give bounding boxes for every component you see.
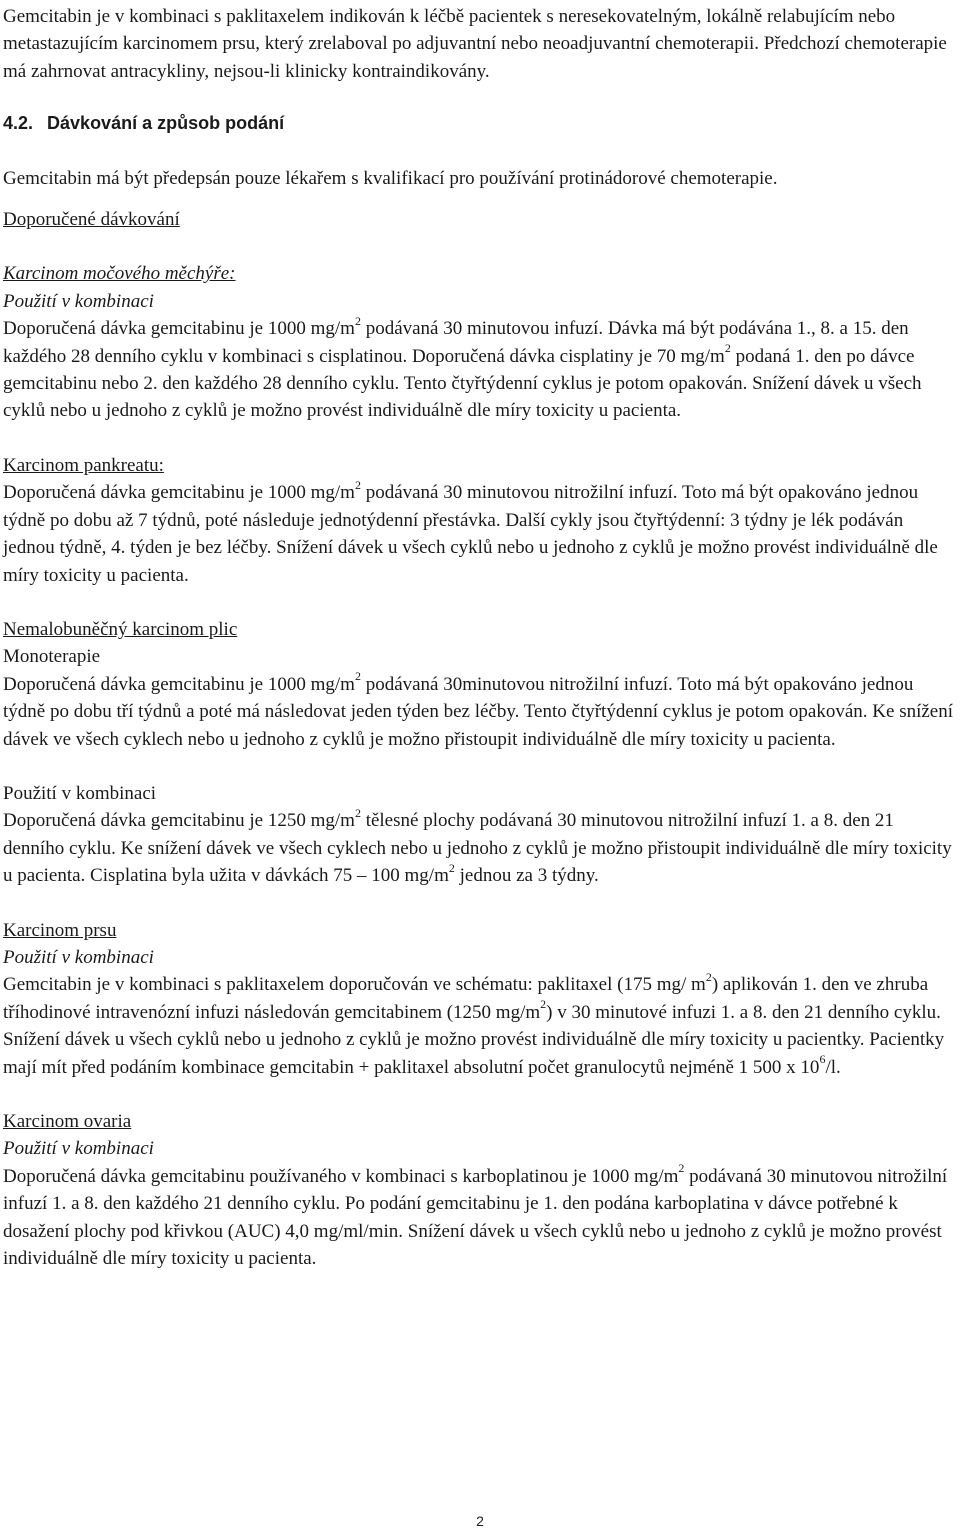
ovary-text-1: Doporučená dávka gemcitabinu používaného v kombinaci s karboplatinou je 1000 mg/m [3, 1165, 679, 1187]
breast-text-4: /l. [825, 1056, 841, 1078]
bladder-sub: Použití v kombinaci [3, 290, 154, 312]
nsclc-mono-heading: Monoterapie [3, 646, 101, 668]
bladder-text-2: podávaná 30 minutovou infuzí. Dávka má být podávána 1., 8. a 15. den každého 28 denního cyklu v kombinaci s cisplatinou. Doporučená dávka cisplatiny je 70 mg/m [3, 318, 909, 367]
bladder-sup-2: 2 [724, 341, 731, 356]
bladder-paragraph [3, 315, 955, 425]
breast-sub: Použití v kombinaci [3, 946, 154, 968]
document-content [3, 3, 955, 1272]
ovary-title: Karcinom ovaria [3, 1111, 132, 1132]
nsclc-combo-text-1: Doporučená dávka gemcitabinu je 1250 mg/m [3, 810, 355, 832]
nsclc-combo-sup-2: 2 [448, 860, 455, 875]
section-title: Dávkování a způsob podání [47, 113, 285, 134]
page-number: 2 [476, 1513, 484, 1529]
pancreas-text-1: Doporučená dávka gemcitabinu je 1000 mg/m [3, 482, 355, 504]
ovary-sup-1: 2 [678, 1161, 685, 1176]
breast-subheading [3, 944, 955, 971]
bladder-title: Karcinom močového měchýře: [3, 263, 236, 285]
section-number: 4.2. [3, 113, 34, 134]
breast-text-1: Gemcitabin je v kombinaci s paklitaxelem doporučován ve schématu: paklitaxel (175 mg/ m [3, 974, 706, 996]
bladder-subheading [3, 288, 955, 315]
breast-sup-3: 6 [819, 1052, 826, 1067]
breast-sup-2: 2 [540, 997, 547, 1012]
pancreas-heading [3, 452, 955, 479]
bladder-text-3: podaná 1. den po dávce gemcitabinu nebo 2. den každého 28 denního cyklu. Tento čtyřtýdenní cyklus je potom opakován. Snížení dávek u všech cyklů nebo u jednoho z cyklů je možno provést individuálně dle míry toxicity u pacienta. [3, 345, 922, 422]
breast-title: Karcinom prsu [3, 919, 117, 941]
breast-sup-1: 2 [705, 970, 712, 985]
bladder-sup-1: 2 [354, 313, 361, 328]
nsclc-mono-sup-1: 2 [354, 669, 361, 684]
breast-heading [3, 917, 955, 944]
section-heading [3, 110, 955, 137]
nsclc-mono-text-2: podávaná 30minutovou nitrožilní infuzí. Toto má být opakováno jednou týdně po dobu tří týdnů a poté má následovat jeden týden bez léčby. Tento čtyřtýdenní cyklus je potom opakován. Ke snížení dávek ve všech cyklech nebo u jednoho z cyklů je možno přistoupit individuálně dle míry toxicity u pacienta. [3, 673, 954, 750]
bladder-text-1: Doporučená dávka gemcitabinu je 1000 mg/m [3, 318, 355, 340]
nsclc-heading [3, 616, 955, 643]
breast-text-2: ) aplikován 1. den ve zhruba tříhodinové intravenózní infuzi následován gemcitabinem (1250 mg/m [3, 974, 929, 1023]
ovary-subheading [3, 1135, 955, 1162]
nsclc-mono-text-1: Doporučená dávka gemcitabinu je 1000 mg/m [3, 673, 355, 695]
nsclc-combo-text-3: jednou za 3 týdny. [454, 865, 599, 887]
recommended-dosage-heading [3, 206, 955, 233]
ovary-paragraph [3, 1163, 955, 1273]
nsclc-combo-paragraph [3, 807, 955, 889]
nsclc-title: Nemalobuněčný karcinom plic [3, 618, 238, 640]
pancreas-title: Karcinom pankreatu: [3, 454, 164, 476]
pancreas-text-2: podávaná 30 minutovou nitrožilní infuzí. Toto má být opakováno jednou týdně po dobu až 7 týdnů, poté následuje jednotýdenní přestávka. Další cykly jsou čtyřtýdenní: 3 týdny je lék podáván jednou týdně, 4. týden je bez léčby. Snížení dávek u všech cyklů nebo u jednoho z cyklů je možno provést individuálně dle míry toxicity u pacienta. [3, 482, 938, 586]
pancreas-sup-1: 2 [354, 477, 361, 492]
pancreas-paragraph [3, 479, 955, 589]
breast-paragraph [3, 971, 955, 1081]
ovary-sub: Použití v kombinaci [3, 1138, 154, 1160]
recommended-dosage-title: Doporučené dávkování [3, 209, 180, 231]
intro-paragraph: Gemcitabin je v kombinaci s paklitaxelem indikován k léčbě pacientek s neresekovatelným, lokálně relabujícím nebo metastazujícím karcinomem prsu, který zrelaboval po adjuvantní nebo neoadjuvantní chemoterapii. Předchozí chemoterapie má zahrnovat antracykliny, nejsou-li klinicky kontraindikovány. [3, 6, 947, 82]
breast-text-3: ) v 30 minutové infuzi 1. a 8. den 21 denního cyklu. Snížení dávek u všech cyklů nebo u jednoho z cyklů je možno provést individuálně dle míry toxicity u pacientky. Pacientky mají mít před podáním kombinace gemcitabin + paklitaxel absolutní počet granulocytů nejméně 1 500 x 10 [3, 1001, 945, 1078]
nsclc-combo-heading: Použití v kombinaci [3, 782, 157, 804]
nsclc-mono-paragraph [3, 671, 955, 753]
ovary-heading [3, 1108, 955, 1135]
bladder-heading [3, 260, 955, 287]
nsclc-combo-sup-1: 2 [354, 806, 361, 821]
nsclc-combo-text-2: tělesné plochy podávaná 30 minutovou nitrožilní infuzí 1. a 8. den 21 denního cyklu. Ke snížení dávek ve všech cyklech nebo u jednoho z cyklů je možno přistoupit individuálně dle míry toxicity u pacienta. Cisplatina byla užita v dávkách 75 – 100 mg/m [3, 810, 952, 887]
ovary-text-2: podávaná 30 minutovou nitrožilní infuzí 1. a 8. den každého 21 denního cyklu. Po podání gemcitabinu je 1. den podána karboplatina v dávce potřebné k dosažení plochy pod křivkou (AUC) 4,0 mg/ml/min. Snížení dávek u všech cyklů nebo u jednoho z cyklů je možno provést individuálně dle míry toxicity u pacienta. [3, 1165, 948, 1270]
section-lead-paragraph: Gemcitabin má být předepsán pouze lékařem s kvalifikací pro používání protinádorové chemoterapie. [3, 167, 778, 189]
